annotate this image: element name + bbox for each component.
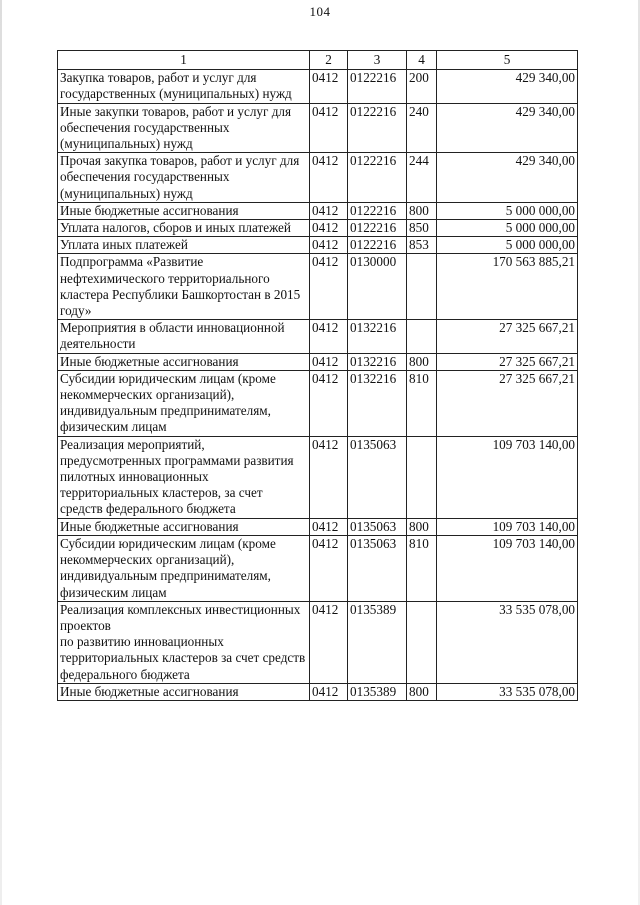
row-type-cell: 200	[407, 70, 437, 103]
row-section-cell: 0412	[310, 601, 348, 683]
row-target-cell: 0135389	[348, 683, 407, 700]
row-target-cell: 0122216	[348, 220, 407, 237]
row-type-cell: 244	[407, 153, 437, 203]
table-row	[58, 601, 578, 683]
header-col-1: 1	[58, 51, 310, 70]
row-section-cell: 0412	[310, 436, 348, 518]
row-type-cell: 800	[407, 518, 437, 535]
row-amount-cell: 27 325 667,21	[437, 370, 578, 436]
row-amount-cell: 27 325 667,21	[437, 320, 578, 353]
table-row	[58, 518, 578, 535]
row-name-cell: Иные бюджетные ассигнования	[58, 353, 310, 370]
header-col-5: 5	[437, 51, 578, 70]
row-type-cell: 850	[407, 220, 437, 237]
row-name-cell: Реализация мероприятий, предусмотренных программами развития пилотных инновационных территориальных кластеров, за счет средств федерального бюджета	[58, 436, 310, 518]
row-amount-cell: 109 703 140,00	[437, 535, 578, 601]
table-row	[58, 103, 578, 153]
row-section-cell: 0412	[310, 103, 348, 153]
row-name-cell: Иные бюджетные ассигнования	[58, 683, 310, 700]
scan-edge-left	[0, 0, 2, 905]
row-target-cell: 0130000	[348, 254, 407, 320]
row-target-cell: 0122216	[348, 237, 407, 254]
row-section-cell: 0412	[310, 353, 348, 370]
table-row	[58, 220, 578, 237]
row-type-cell: 800	[407, 202, 437, 219]
row-target-cell: 0135063	[348, 436, 407, 518]
row-type-cell	[407, 254, 437, 320]
table-row	[58, 153, 578, 203]
row-name-cell: Реализация комплексных инвестиционных проектов по развитию инновационных территориальных кластеров за счет средств федерального бюджета	[58, 601, 310, 683]
table-row	[58, 436, 578, 518]
row-target-cell: 0132216	[348, 320, 407, 353]
table-row	[58, 237, 578, 254]
row-type-cell: 810	[407, 370, 437, 436]
row-name-cell: Субсидии юридическим лицам (кроме некоммерческих организаций), индивидуальным предпринимателям, физическим лицам	[58, 370, 310, 436]
row-target-cell: 0135063	[348, 518, 407, 535]
row-target-cell: 0122216	[348, 202, 407, 219]
page-number: 104	[309, 4, 331, 19]
table-body	[58, 70, 578, 701]
row-amount-cell: 429 340,00	[437, 70, 578, 103]
row-type-cell: 800	[407, 683, 437, 700]
row-type-cell: 240	[407, 103, 437, 153]
header-col-2: 2	[310, 51, 348, 70]
row-name-cell: Закупка товаров, работ и услуг для государственных (муниципальных) нужд	[58, 70, 310, 103]
row-type-cell	[407, 601, 437, 683]
row-amount-cell: 429 340,00	[437, 153, 578, 203]
row-section-cell: 0412	[310, 535, 348, 601]
row-type-cell	[407, 320, 437, 353]
row-amount-cell: 429 340,00	[437, 103, 578, 153]
table-row	[58, 202, 578, 219]
header-col-3: 3	[348, 51, 407, 70]
row-amount-cell: 5 000 000,00	[437, 237, 578, 254]
row-type-cell: 810	[407, 535, 437, 601]
row-amount-cell: 5 000 000,00	[437, 220, 578, 237]
table-row	[58, 353, 578, 370]
table-row	[58, 70, 578, 103]
row-section-cell: 0412	[310, 518, 348, 535]
row-amount-cell: 109 703 140,00	[437, 518, 578, 535]
row-amount-cell: 33 535 078,00	[437, 683, 578, 700]
table-row	[58, 370, 578, 436]
row-name-cell: Иные бюджетные ассигнования	[58, 518, 310, 535]
row-section-cell: 0412	[310, 683, 348, 700]
row-type-cell	[407, 436, 437, 518]
table-row	[58, 254, 578, 320]
row-name-cell: Подпрограмма «Развитие нефтехимического территориального кластера Республики Башкортостан в 2015 году»	[58, 254, 310, 320]
header-col-4: 4	[407, 51, 437, 70]
row-name-cell: Уплата иных платежей	[58, 237, 310, 254]
row-name-cell: Субсидии юридическим лицам (кроме некоммерческих организаций), индивидуальным предпринимателям, физическим лицам	[58, 535, 310, 601]
row-section-cell: 0412	[310, 220, 348, 237]
row-section-cell: 0412	[310, 153, 348, 203]
row-target-cell: 0132216	[348, 370, 407, 436]
budget-table	[57, 50, 578, 701]
row-section-cell: 0412	[310, 237, 348, 254]
row-target-cell: 0135063	[348, 535, 407, 601]
row-section-cell: 0412	[310, 320, 348, 353]
row-type-cell: 800	[407, 353, 437, 370]
row-target-cell: 0135389	[348, 601, 407, 683]
table-row	[58, 535, 578, 601]
row-section-cell: 0412	[310, 70, 348, 103]
row-amount-cell: 27 325 667,21	[437, 353, 578, 370]
row-target-cell: 0122216	[348, 153, 407, 203]
row-amount-cell: 170 563 885,21	[437, 254, 578, 320]
row-amount-cell: 5 000 000,00	[437, 202, 578, 219]
row-amount-cell: 109 703 140,00	[437, 436, 578, 518]
row-name-cell: Иные бюджетные ассигнования	[58, 202, 310, 219]
row-target-cell: 0122216	[348, 103, 407, 153]
row-section-cell: 0412	[310, 202, 348, 219]
table-row	[58, 320, 578, 353]
row-section-cell: 0412	[310, 254, 348, 320]
row-name-cell: Уплата налогов, сборов и иных платежей	[58, 220, 310, 237]
row-type-cell: 853	[407, 237, 437, 254]
row-amount-cell: 33 535 078,00	[437, 601, 578, 683]
row-name-cell: Иные закупки товаров, работ и услуг для обеспечения государственных (муниципальных) нужд	[58, 103, 310, 153]
row-target-cell: 0132216	[348, 353, 407, 370]
row-section-cell: 0412	[310, 370, 348, 436]
table-header-row	[58, 51, 578, 70]
row-target-cell: 0122216	[348, 70, 407, 103]
row-name-cell: Мероприятия в области инновационной деятельности	[58, 320, 310, 353]
table-row	[58, 683, 578, 700]
row-name-cell: Прочая закупка товаров, работ и услуг для обеспечения государственных (муниципальных) нужд	[58, 153, 310, 203]
